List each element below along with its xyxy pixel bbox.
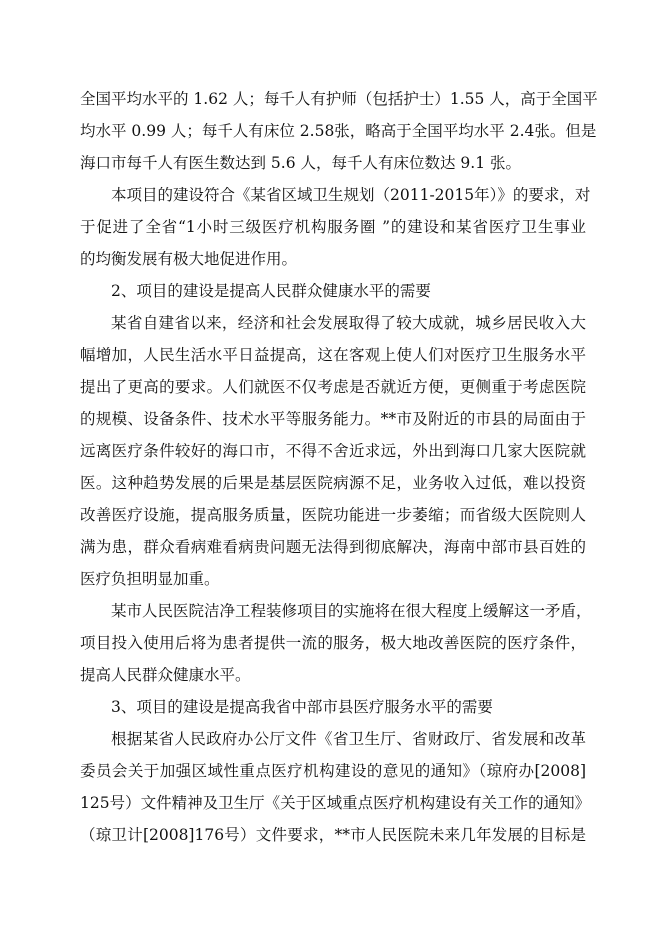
section-heading-3 [80, 691, 586, 723]
text-line: 某省自建省以来，经济和社会发展取得了较大成就，城乡居民收入大 [111, 314, 586, 332]
document-body [80, 83, 598, 851]
text-line: 医。这种趋势发展的后果是基层医院病源不足，业务收入过低，难以投资 [80, 474, 586, 492]
text-line: 委员会关于加强区域性重点医疗机构建设的意见的通知》（琼府办[2008] [80, 762, 586, 780]
section-heading-2 [80, 275, 586, 307]
text-line: 医疗负担明显加重。 [80, 570, 220, 588]
text-line: 改善医疗设施，提高服务质量，医院功能进一步萎缩；而省级大医院则人 [80, 506, 586, 524]
text-line: 的规模、设备条件、技术水平等服务能力。**市及附近的市县的局面由于 [80, 410, 586, 428]
text-line: 于促进了全省“1小时三级医疗机构服务圈 ”的建设和某省医疗卫生事业 [80, 218, 586, 236]
text-line: 提出了更高的要求。人们就医不仅考虑是否就近方便，更侧重于考虑医院 [80, 378, 586, 396]
text-line: 根据某省人民政府办公厅文件《省卫生厅、省财政厅、省发展和改革 [111, 730, 586, 748]
paragraph-regional-plan [80, 179, 591, 275]
heading-text: 2、项目的建设是提高人民群众健康水平的需要 [111, 282, 431, 300]
text-line: 125号）文件精神及卫生厅《关于区域重点医疗机构建设有关工作的通知》 [80, 794, 591, 812]
text-line: （琼卫计[2008]176号）文件要求，**市人民医院未来几年发展的目标是 [80, 826, 586, 844]
paragraph-government-docs [80, 723, 591, 851]
heading-text: 3、项目的建设是提高我省中部市县医疗服务水平的需要 [111, 698, 493, 716]
text-line: 远离医疗条件较好的海口市，不得不舍近求远，外出到海口几家大医院就 [80, 442, 586, 460]
paragraph-national-average [80, 83, 598, 179]
text-line: 幅增加，人民生活水平日益提高，这在客观上使人们对医疗卫生服务水平 [80, 346, 586, 364]
text-line: 提高人民群众健康水平。 [80, 666, 251, 684]
text-line: 满为患，群众看病难看病贵问题无法得到彻底解决，海南中部市县百姓的 [80, 538, 586, 556]
text-line: 某市人民医院洁净工程装修项目的实施将在很大程度上缓解这一矛盾， [111, 602, 592, 620]
text-line: 全国平均水平的 1.62 人；每千人有护师（包括护士）1.55 人，高于全国平 [80, 90, 598, 108]
text-line: 本项目的建设符合《某省区域卫生规划（2011-2015年）》的要求，对 [111, 186, 591, 204]
paragraph-health-needs [80, 307, 586, 595]
text-line: 均水平 0.99 人；每千人有床位 2.58张，略高于全国平均水平 2.4张。但是 [80, 122, 597, 140]
paragraph-project-relief [80, 595, 592, 691]
text-line: 海口市每千人有医生数达到 5.6 人，每千人有床位数达 9.1 张。 [80, 154, 522, 172]
text-line: 项目投入使用后将为患者提供一流的服务，极大地改善医院的医疗条件， [80, 634, 586, 652]
text-line: 的均衡发展有极大地促进作用。 [80, 250, 298, 268]
